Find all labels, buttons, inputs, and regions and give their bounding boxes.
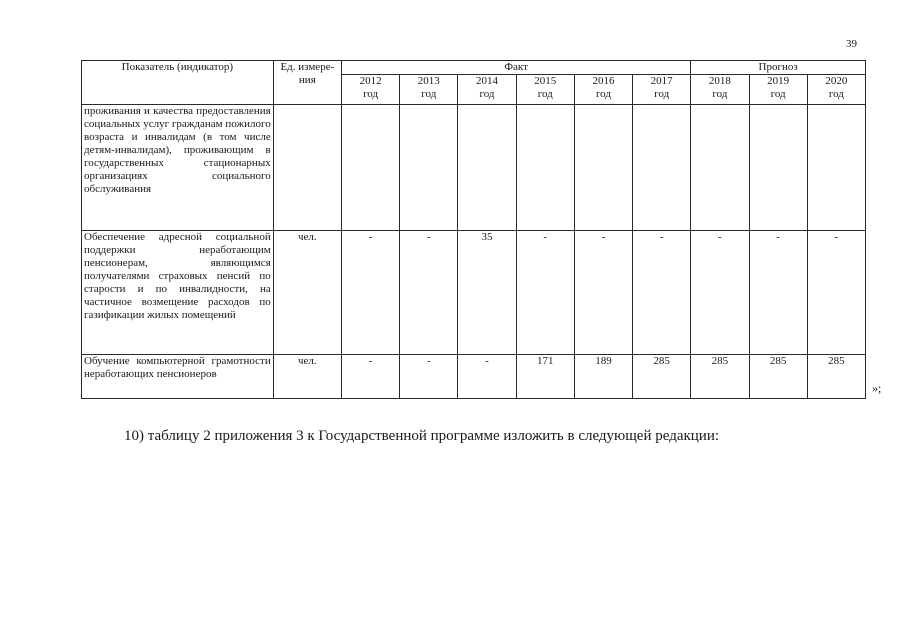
value-cell: 285	[807, 355, 865, 399]
value-cell	[807, 105, 865, 231]
value-cell	[341, 105, 399, 231]
header-year	[691, 75, 749, 105]
header-year	[400, 75, 458, 105]
value-cell	[400, 105, 458, 231]
table-row	[82, 105, 866, 231]
year-suffix: год	[479, 88, 495, 100]
header-year	[341, 75, 399, 105]
value-cell: -	[400, 231, 458, 355]
value-cell: 35	[458, 231, 516, 355]
year-suffix: год	[595, 88, 611, 100]
value-cell: -	[807, 231, 865, 355]
year-suffix: год	[770, 88, 786, 100]
year-value: 2012	[359, 75, 382, 87]
header-year	[574, 75, 632, 105]
value-cell: -	[749, 231, 807, 355]
closing-quote-mark: »;	[872, 381, 882, 395]
year-suffix: год	[654, 88, 670, 100]
value-cell: -	[691, 231, 749, 355]
page-number: 39	[846, 38, 857, 50]
header-year	[633, 75, 691, 105]
year-suffix: год	[828, 88, 844, 100]
header-year	[458, 75, 516, 105]
year-suffix: год	[537, 88, 553, 100]
instruction-paragraph: 10) таблицу 2 приложения 3 к Государственной программе изложить в следующей редакции:	[124, 428, 720, 444]
value-cell	[574, 105, 632, 231]
value-cell: 285	[691, 355, 749, 399]
year-value: 2015	[534, 75, 557, 87]
table-row	[82, 231, 866, 355]
value-cell: 285	[633, 355, 691, 399]
year-value: 2020	[825, 75, 848, 87]
table-row	[82, 355, 866, 399]
unit-cell: чел.	[273, 231, 341, 355]
header-indicator: Показатель (индикатор)	[82, 61, 274, 105]
value-cell	[691, 105, 749, 231]
year-suffix: год	[712, 88, 728, 100]
value-cell: -	[341, 231, 399, 355]
year-value: 2014	[476, 75, 499, 87]
value-cell	[458, 105, 516, 231]
indicators-table	[81, 60, 866, 399]
year-value: 2019	[767, 75, 790, 87]
unit-cell	[273, 105, 341, 231]
year-value: 2016	[592, 75, 615, 87]
value-cell: -	[574, 231, 632, 355]
value-cell	[633, 105, 691, 231]
value-cell: -	[400, 355, 458, 399]
value-cell: -	[458, 355, 516, 399]
header-year	[516, 75, 574, 105]
header-fact: Факт	[341, 61, 690, 75]
year-suffix: год	[421, 88, 437, 100]
value-cell: -	[341, 355, 399, 399]
value-cell: 285	[749, 355, 807, 399]
header-year	[807, 75, 865, 105]
value-cell: 189	[574, 355, 632, 399]
header-forecast: Прогноз	[691, 61, 866, 75]
year-value: 2017	[650, 75, 673, 87]
indicator-name: проживания и качества предоставления социальных услуг гражданам пожилого возраста и инвалидам (в том числе детям-инвалидам), проживающим в государственных стационарных организациях социального обслуживания	[82, 105, 274, 231]
value-cell	[516, 105, 574, 231]
value-cell: 171	[516, 355, 574, 399]
header-unit: Ед. измере-ния	[273, 61, 341, 105]
header-year	[749, 75, 807, 105]
indicator-name: Обеспечение адресной социальной поддержки неработающим пенсионерам, являющимся получателями страховых пенсий по старости и по инвалидности, на частичное возмещение расходов по газификации жилых помещений	[82, 231, 274, 355]
year-suffix: год	[363, 88, 379, 100]
value-cell	[749, 105, 807, 231]
year-value: 2013	[417, 75, 440, 87]
year-value: 2018	[708, 75, 731, 87]
value-cell: -	[516, 231, 574, 355]
indicator-name: Обучение компьютерной грамотности неработающих пенсионеров	[82, 355, 274, 399]
value-cell: -	[633, 231, 691, 355]
unit-cell: чел.	[273, 355, 341, 399]
